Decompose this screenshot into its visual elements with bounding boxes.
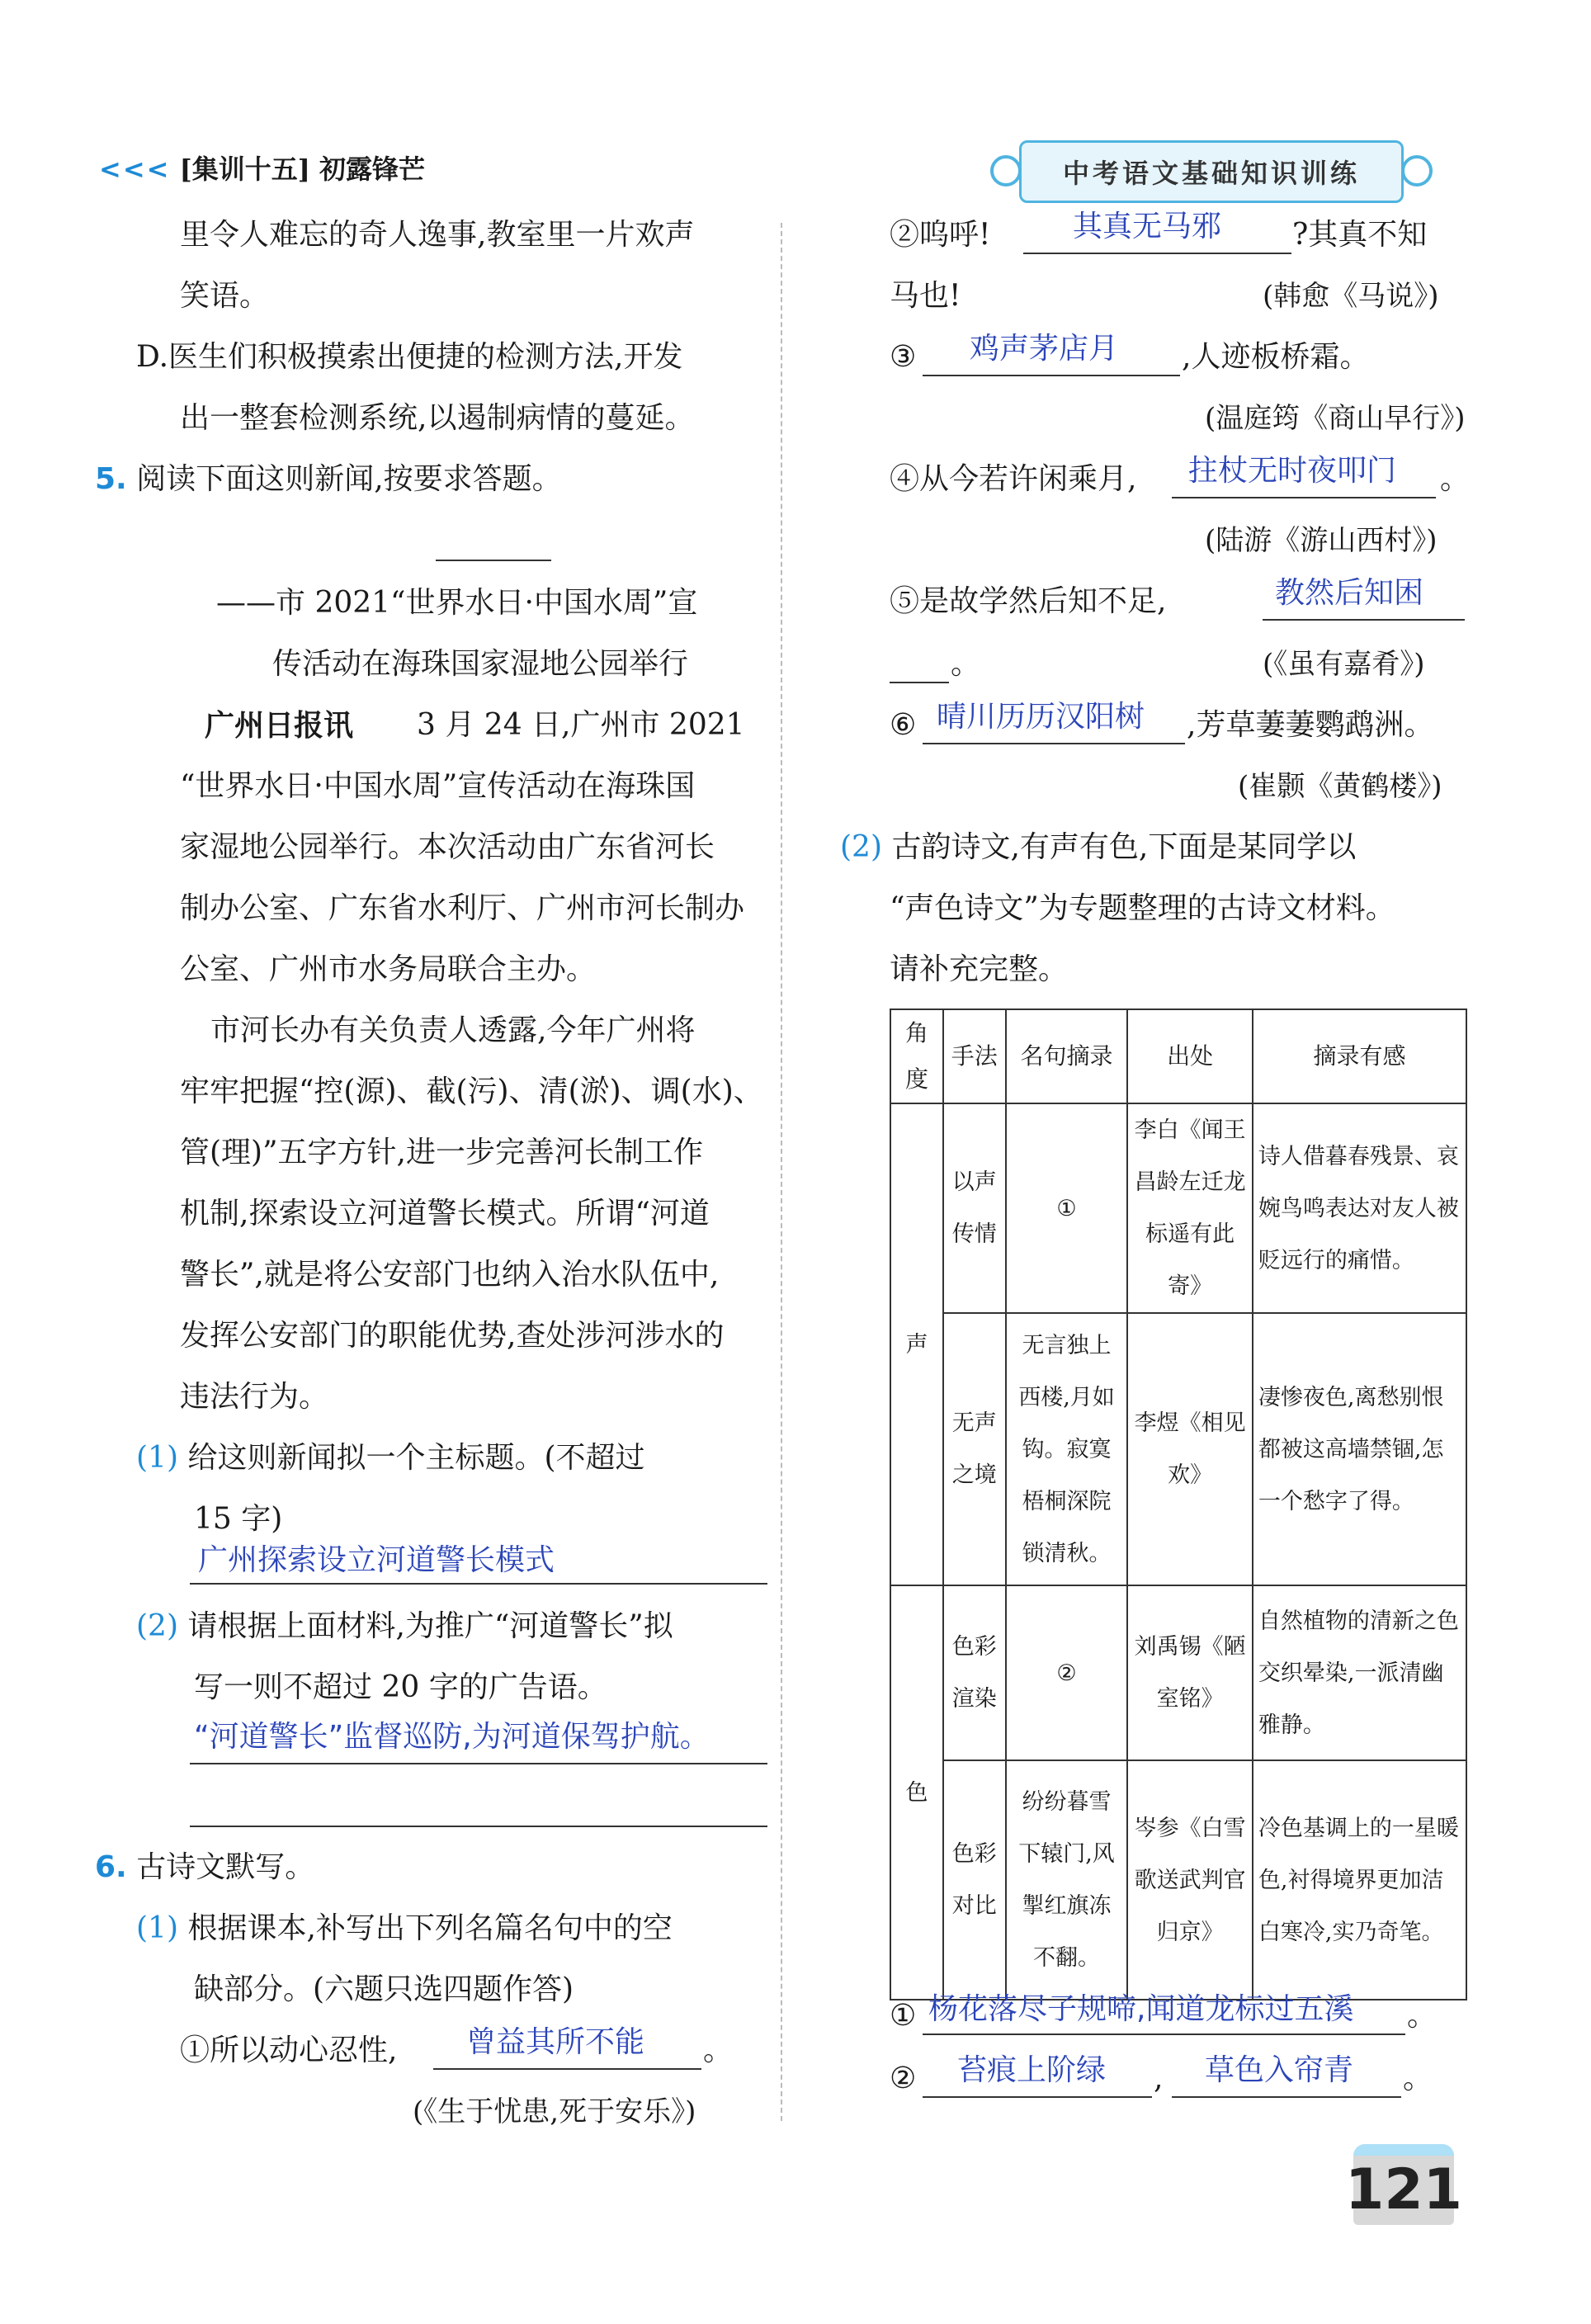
news-subtitle: 传活动在海珠国家湿地公园举行 (272, 647, 689, 681)
scroll-ornament-right-icon (1401, 155, 1433, 187)
subquestion-text: 根据课本,补写出下列名篇名句中的空 (187, 1911, 673, 1945)
subquestion-number: (1) (136, 1441, 178, 1475)
fill-answer-6[interactable]: 晴川历历汉阳树 (937, 700, 1145, 734)
news-subtitle: ——市 2021“世界水日·中国水周”宣 (216, 586, 698, 620)
section-title: [集训十五] 初露锋芒 (179, 154, 426, 185)
fill-blank (923, 375, 1180, 376)
subquestion-text: 15 字) (194, 1502, 283, 1536)
table-answer-1-label: ① (890, 1999, 917, 2033)
subquestion-6-1 (136, 1910, 673, 1948)
headline-blank[interactable] (436, 560, 551, 561)
table-answer-2-label: ② (890, 2062, 917, 2095)
source-citation: (崔颢《黄鹤楼》) (1238, 770, 1442, 803)
news-line: 警长”,就是将公安部门也纳入治水队伍中, (180, 1258, 720, 1292)
table-row (890, 1760, 1466, 2000)
answer-line (190, 1763, 767, 1764)
question-text: 阅读下面这则新闻,按要求答题。 (136, 462, 562, 496)
source-cell: 刘禹锡《陋室铭》 (1127, 1585, 1253, 1760)
news-source: 广州日报讯 (205, 708, 354, 743)
news-line: 制办公室、广东省水利厅、广州市河长制办 (180, 891, 745, 925)
news-line: 牢牢把握“控(源)、截(污)、清(淤)、调(水)、 (180, 1075, 763, 1108)
subquestion-text: “声色诗文”为专题整理的古诗文材料。 (890, 891, 1395, 925)
fill-blank (1023, 253, 1291, 254)
table-header-row (890, 1009, 1466, 1103)
answer-line (190, 1826, 767, 1827)
news-line: 市河长办有关负责人透露,今年广州将 (210, 1013, 696, 1047)
news-line: 违法行为。 (180, 1380, 329, 1414)
question-number: 5. (95, 462, 127, 496)
fill-blank (1172, 2096, 1401, 2098)
question-text: 古诗文默写。 (136, 1850, 315, 1884)
table-header: 角度 (890, 1009, 943, 1103)
source-citation: (《虽有嘉肴》) (1263, 648, 1425, 681)
news-line: “世界水日·中国水周”宣传活动在海珠国 (180, 769, 696, 803)
group-cell: 色 (890, 1585, 943, 2000)
section-header (99, 149, 425, 187)
table-answer-1[interactable]: 杨花落尽子规啼,闻道龙标过五溪 (928, 1992, 1354, 2026)
quote-blank-cell[interactable]: ② (1006, 1585, 1128, 1760)
table-header: 摘录有感 (1253, 1009, 1466, 1103)
news-line: 机制,探索设立河道警长模式。所谓“河道 (180, 1197, 710, 1230)
subquestion-text: 请补充完整。 (890, 952, 1069, 986)
answer-line (190, 1583, 767, 1585)
feeling-cell: 自然植物的清新之色交织晕染,一派清幽雅静。 (1253, 1585, 1466, 1760)
scroll-ornament-left-icon (990, 155, 1022, 187)
feeling-cell: 诗人借暮春残景、哀婉鸟鸣表达对友人被贬远行的痛惜。 (1253, 1103, 1466, 1313)
source-cell: 李白《闻王昌龄左迁龙标遥有此寄》 (1127, 1103, 1253, 1313)
source-citation: (《生于忧患,死于安乐》) (413, 2095, 696, 2128)
news-line: 3 月 24 日,广州市 2021 (417, 708, 745, 742)
book-title-banner: 中考语文基础知识训练 (1019, 140, 1404, 203)
source-cell: 岑参《白雪歌送武判官归京》 (1127, 1760, 1253, 2000)
answer-slogan[interactable]: “河道警长”监督巡防,为河道保驾护航。 (194, 1720, 710, 1754)
poetry-table (890, 1008, 1467, 2000)
fill-blank (1172, 497, 1436, 498)
table-row (890, 1103, 1466, 1313)
subquestion-number: (1) (136, 1911, 178, 1945)
punctuation: 。 (1440, 462, 1471, 496)
fill-item-5: ⑤是故学然后知不足, (890, 584, 1167, 618)
source-citation: (温庭筠《商山早行》) (1205, 402, 1466, 435)
fill-item-6: ⑥ (890, 708, 917, 742)
subquestion-number: (2) (136, 1609, 178, 1643)
table-header: 手法 (943, 1009, 1006, 1103)
subquestion-text: 缺部分。(六题只选四题作答) (194, 1972, 574, 2006)
table-header: 出处 (1127, 1009, 1253, 1103)
news-line: 公室、广州市水务局联合主办。 (180, 952, 597, 986)
punctuation: 。 (1403, 2062, 1433, 2095)
question-5 (95, 461, 562, 498)
fill-blank (923, 2096, 1152, 2098)
fill-item-6-post: ,芳草萋萋鹦鹉洲。 (1187, 708, 1434, 742)
feeling-cell: 冷色基调上的一星暖色,衬得境界更加洁白寒冷,实乃奇笔。 (1253, 1760, 1466, 2000)
news-line: 发挥公安部门的职能优势,查处涉河涉水的 (180, 1319, 725, 1353)
news-line: 管(理)”五字方针,进一步完善河长制工作 (180, 1136, 703, 1169)
source-citation: (陆游《游山西村》) (1205, 524, 1438, 557)
chevrons-icon: <<< (99, 154, 171, 185)
subquestion-text: 古韵诗文,有声有色,下面是某同学以 (891, 830, 1357, 864)
fill-item-2-cont: 马也! (890, 279, 961, 313)
answer-headline[interactable]: 广州探索设立河道警长模式 (198, 1543, 555, 1577)
method-cell: 色彩渲染 (943, 1585, 1006, 1760)
source-citation: (韩愈《马说》) (1263, 280, 1439, 313)
table-answer-2b[interactable]: 草色入帘青 (1205, 2053, 1354, 2087)
subquestion-2 (136, 1608, 673, 1646)
fill-answer-5[interactable]: 教然后知困 (1275, 576, 1424, 610)
fill-item-4: ④从今若许闲乘月, (890, 462, 1137, 496)
fill-answer-1[interactable]: 曾益其所不能 (466, 2025, 645, 2059)
table-header: 名句摘录 (1006, 1009, 1128, 1103)
quote-cell: 纷纷暮雪下辕门,风掣红旗冻不翻。 (1006, 1760, 1128, 2000)
news-line: 家湿地公园举行。本次活动由广东省河长 (180, 830, 715, 864)
method-cell: 无声之境 (943, 1313, 1006, 1585)
column-divider (781, 223, 782, 2121)
fill-item-2: ②呜呼! (890, 218, 991, 252)
fill-item-2-post: ?其真不知 (1292, 218, 1428, 252)
punctuation: , (1154, 2062, 1164, 2095)
source-cell: 李煜《相见欢》 (1127, 1313, 1253, 1585)
option-d-line1: D.医生们积极摸索出便捷的检测方法,开发 (136, 340, 683, 374)
fill-answer-2[interactable]: 其真无马邪 (1073, 210, 1222, 243)
fill-blank (433, 2068, 701, 2070)
fill-item-3: ③ (890, 340, 917, 374)
subquestion-r2 (840, 829, 1356, 867)
punctuation: 。 (951, 647, 981, 681)
feeling-cell: 凄惨夜色,离愁别恨都被这高墙禁锢,怎一个愁字了得。 (1253, 1313, 1466, 1585)
fill-answer-3[interactable]: 鸡声茅店月 (970, 332, 1119, 366)
subquestion-number: (2) (840, 830, 882, 864)
fill-blank (1263, 619, 1465, 621)
table-row (890, 1313, 1466, 1585)
punctuation: 。 (1407, 1999, 1438, 2033)
news-tag (205, 706, 353, 745)
fill-answer-4[interactable]: 拄杖无时夜叩门 (1188, 454, 1397, 488)
subquestion-text: 写一则不超过 20 字的广告语。 (194, 1670, 607, 1704)
option-d-line2: 出一整套检测系统,以遏制病情的蔓延。 (180, 401, 695, 435)
page-number: 121 (1353, 2144, 1454, 2225)
text-line: 里令人难忘的奇人逸事,教室里一片欢声 (180, 218, 695, 252)
method-cell: 以声传情 (943, 1103, 1006, 1313)
table-row (890, 1585, 1466, 1760)
question-6 (95, 1849, 314, 1887)
fill-blank (923, 2034, 1405, 2035)
fill-item-1: ①所以动心忍性, (180, 2034, 398, 2067)
punctuation: 。 (703, 2034, 734, 2067)
question-number: 6. (95, 1850, 127, 1884)
group-cell: 声 (890, 1103, 943, 1585)
subquestion-text: 给这则新闻拟一个主标题。(不超过 (187, 1441, 645, 1475)
quote-cell: 无言独上西楼,月如钩。寂寞梧桐深院锁清秋。 (1006, 1313, 1128, 1585)
table-answer-2a[interactable]: 苔痕上阶绿 (957, 2053, 1107, 2087)
fill-item-3-post: ,人迹板桥霜。 (1182, 340, 1370, 374)
fill-blank (923, 743, 1185, 744)
text-line: 笑语。 (180, 279, 270, 313)
subquestion-1 (136, 1439, 645, 1477)
subquestion-text: 请根据上面材料,为推广“河道警长”拟 (187, 1609, 673, 1643)
method-cell: 色彩对比 (943, 1760, 1006, 2000)
quote-blank-cell[interactable]: ① (1006, 1103, 1128, 1313)
fill-blank-cont (890, 682, 949, 683)
